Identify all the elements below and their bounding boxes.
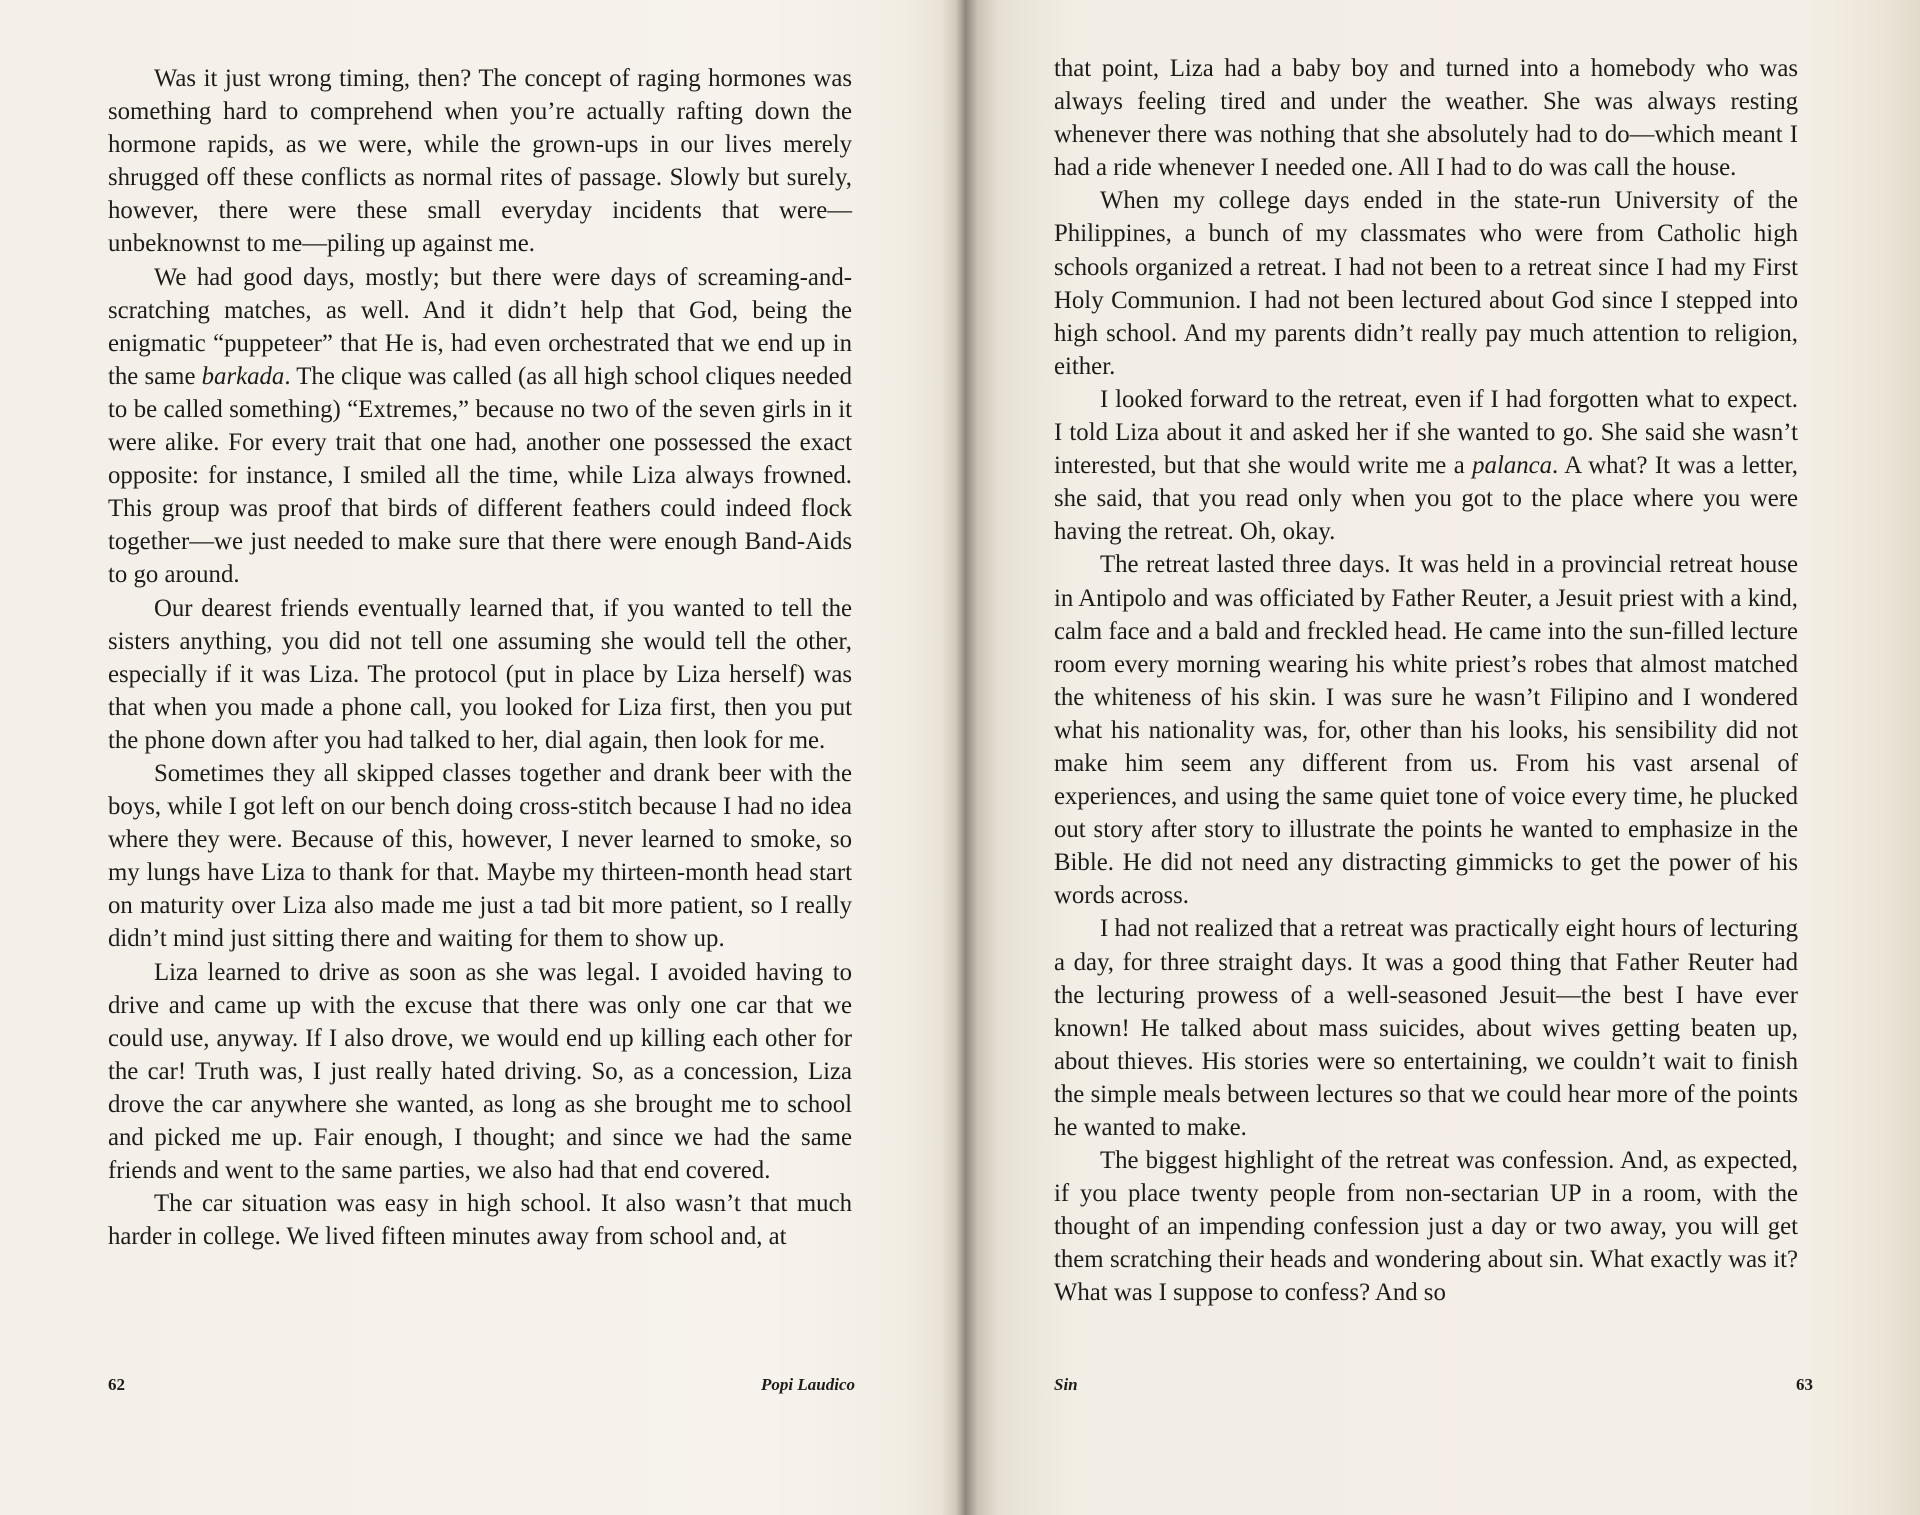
paragraph: Our dearest friends eventually learned that, if you wanted to tell the sisters anything, you did not tell one assuming she would tell the other, especially if it was Liza. The protocol (put in place by Liza herself) was that when you made a phone call, you looked for Liza first, then you put the phone down after you had talked to her, dial again, then look for me. <box>108 594 852 754</box>
right-page <box>958 0 1920 1515</box>
paragraph: We had good days, mostly; but there were days of screaming-and-scratching matches, as well. And it didn’t help that God, being the enigmatic “puppeteer” that He is, had even orchestrated that we end up in the same barkada. The clique was called (as all high school cliques needed to be called something) “Extremes,” because no two of the seven girls in it were alike. For every trait that one had, another one possessed the exact opposite: for instance, I smiled all the time, while Liza always frowned. This group was proof that birds of different feathers could indeed flock together—we just needed to make sure that there were enough Band-Aids to go around. <box>108 263 852 589</box>
italic-term-palanca: palanca <box>1472 452 1553 480</box>
paragraph: The car situation was easy in high school. It also wasn’t that much harder in college. We lived fifteen minutes away from school and, at <box>108 1190 852 1251</box>
page-number-right: 63 <box>1796 1375 1813 1394</box>
left-page-body <box>108 62 852 1253</box>
paragraph: Sometimes they all skipped classes together and drank beer with the boys, while I got left on our bench doing cross-stitch because I had no idea where they were. Because of this, however, I never learned to smoke, so my lungs have Liza to thank for that. Maybe my thirteen-month head start on maturity over Liza also made me just a tad bit more patient, so I really didn’t mind just sitting there and waiting for them to show up. <box>108 759 852 953</box>
paragraph: I had not realized that a retreat was practically eight hours of lecturing a day, for three straight days. It was a good thing that Father Reuter had the lecturing prowess of a well-seasoned Jesuit—the best I have ever known! He talked about mass suicides, about wives getting beaten up, about thieves. His stories were so entertaining, we couldn’t wait to finish the simple meals between lectures so that we could hear more of the points he wanted to make. <box>1054 915 1798 1141</box>
right-page-body <box>1054 52 1798 1310</box>
paragraph: Was it just wrong timing, then? The concept of raging hormones was something hard to comprehend when you’re actually rafting down the hormone rapids, as we were, while the grown-ups in our lives merely shrugged off these conflicts as normal rites of passage. Slowly but surely, however, there were these small everyday incidents that were—unbeknownst to me—piling up against me. <box>108 65 852 258</box>
italic-term-barkada: barkada <box>201 362 285 390</box>
paragraph: The biggest highlight of the retreat was confession. And, as expected, if you place twenty people from non-sectarian UP in a room, with the thought of an impending confession just a day or two away, you will get them scratching their heads and wondering about sin. What exactly was it? What was I suppose to confess? And so <box>1054 1147 1798 1307</box>
page-number-left: 62 <box>108 1375 125 1394</box>
paragraph: I looked forward to the retreat, even if I had forgotten what to expect. I told Liza about it and asked her if she wanted to go. She said she wasn’t interested, but that she would write me a palanca. A what? It was a letter, she said, that you read only when you got to the place where you were having the retreat. Oh, okay. <box>1054 385 1798 546</box>
running-head-chapter: Sin <box>1054 1375 1078 1394</box>
running-head-author: Popi Laudico <box>761 1375 855 1394</box>
paragraph-continuation: that point, Liza had a baby boy and turned into a homebody who was always feeling tired and under the weather. She was always resting whenever there was nothing that she absolutely had to do—which meant I had a ride whenever I needed one. All I had to do was call the house. <box>1054 55 1798 182</box>
paragraph: Liza learned to drive as soon as she was legal. I avoided having to drive and came up with the excuse that there was only one car that we could use, anyway. If I also drove, we would end up killing each other for the car! Truth was, I just really hated driving. So, as a concession, Liza drove the car anywhere she wanted, as long as she brought me to school and picked me up. Fair enough, I thought; and since we had the same friends and went to the same parties, we also had that end covered. <box>108 958 852 1185</box>
paragraph: The retreat lasted three days. It was held in a provincial retreat house in Antipolo and was officiated by Father Reuter, a Jesuit priest with a kind, calm face and a bald and freckled head. He came into the sun-filled lecture room every morning wearing his white priest’s robes that almost matched the whiteness of his skin. I was sure he wasn’t Filipino and I wondered what his nationality was, for, other than his looks, his sensibility did not make him seem any different from us. From his vast arsenal of experiences, and using the same quiet tone of voice every time, he plucked out story after story to illustrate the points he wanted to emphasize in the Bible. He did not need any distracting gimmicks to get the power of his words across. <box>1054 551 1798 910</box>
paragraph: When my college days ended in the state-run University of the Philippines, a bunch of my classmates who were from Catholic high schools organized a retreat. I had not been to a retreat since I had my First Holy Communion. I had not been lectured about God since I stepped into high school. And my parents didn’t really pay much attention to religion, either. <box>1054 187 1798 380</box>
left-page <box>0 0 958 1515</box>
